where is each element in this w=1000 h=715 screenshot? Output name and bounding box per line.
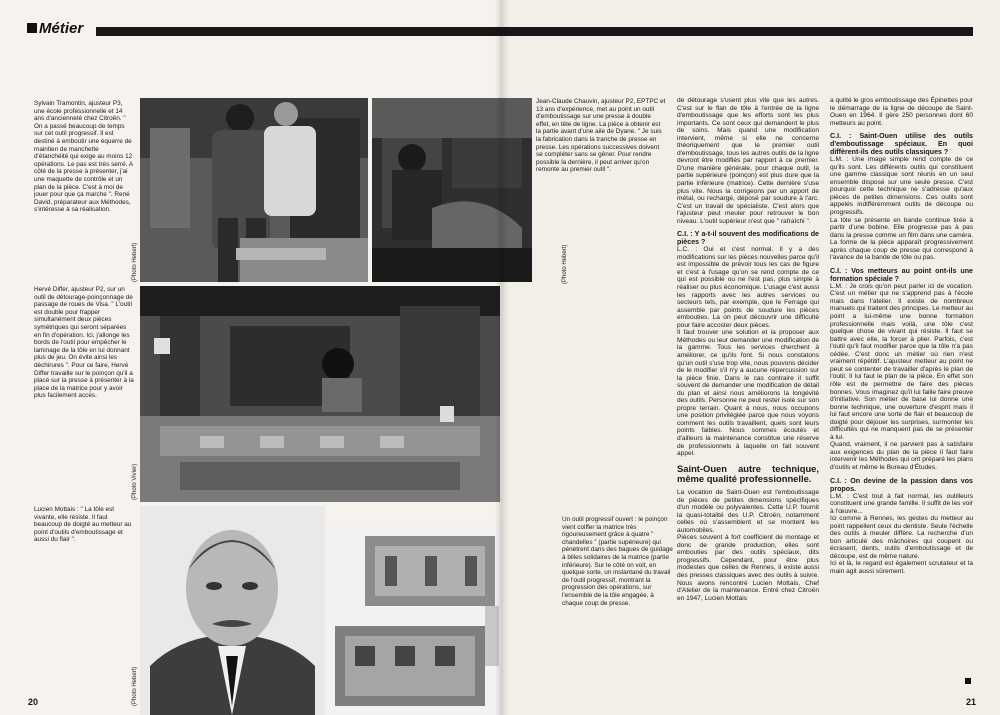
section-marker xyxy=(27,23,37,33)
photo-credit-3: (Photo Vivier) xyxy=(132,463,138,500)
paragraph: L.M. : Une image simple rend compte de ce qu'ils sont. Les différents outils qui constituent une gamme classique sont réunis en un seul ensemble disposé sur une seule presse. C'est pourquoi cette technique ne s'adresse qu'aux pièces de petites dimensions. Ces outils sont appelés indifféremment outils de découpe ou progressifs. xyxy=(830,156,973,217)
photo-tramontin-david xyxy=(140,98,368,282)
page-number-right: 21 xyxy=(966,697,977,707)
photo-progressive-tool xyxy=(325,526,510,715)
paragraph: L.M. : C'est tout à fait normal, les outilleurs constituent une grande famille. Il suffit de les voir à l'œuvre... xyxy=(830,492,973,515)
photo-mottais-image xyxy=(140,506,325,715)
paragraph: Pièces souvent à fort coefficient de montage et donc de grande production, elles sont embouties par des outils spéciaux, dits progressifs. Cependant, pour être plus modestes que celles de Rennes, il existe aussi des presses classiques avec des outils à suivre. Nous avons rencontré Lucien Mottais, Chef d'Atelier de la maintenance. Entré chez Citroën en 1947, Lucien Mottais xyxy=(677,534,819,602)
caption-tramontin: Sylvain Tramontin, ajusteur P3, une école professionnelle et 14 ans d'ancienneté chez Citroën. " On a passé beaucoup de temps sur cet outil progressif. Il est destiné à emboutir une équerre de maintien de manchette d'étanchéité qui exige au moins 12 opérations. Le pas est très serré. A côté de la presse à présenter, j'ai une maquette de contrôle et un plan de la pièce. C'est à moi de jouer pour que ça marche ". René David, préparateur aux Méthodes, s'intéresse à sa réalisation. xyxy=(34,100,133,214)
paragraph: de détourage s'usent plus vite que les autres. C'est sur le flan de tôle à l'entrée de la ligne d'emboutissage que les efforts sont les plus importants. Ce sont ceux qui demandent le plus de soins. Mais quand une modification intervient, même si elle ne concerne théoriquement que le premier outil d'emboutissage, tous les autres outils de la ligne devront être modifiés par rapport à ce premier. D'une manière générale, pour chaque outil, la partie supérieure (poinçon) est plus dure que la partie inférieure (matrice). Cette dernière s'use plus vite. Nous la corrigeons par un apport de métal, ou rechargé, déposé par soudure à l'arc. C'est un travail de spécialiste. C'est alors que l'ajusteur peut meuler pour retrouver le bon niveau. L'outil supérieur n'est que " rafraîchi ". xyxy=(677,97,819,225)
paragraph: Ici comme à Rennes, les gestes du metteur au point rappellent ceux du dentiste. Seule l'échelle des outils à meuler diffère. La recherche d'un bon articulé des mâchoires qui coupent ou écrasent, dents, outils d'emboutissage et de découpe, est de même nature. xyxy=(830,515,973,560)
caption-mottais: Lucien Mottais : " La tôle est vivante, elle résiste. Il faut beaucoup de doigté au metteur au point d'outils d'emboutissage et aussi du flair ". xyxy=(34,506,132,544)
question-3: C.I. : Vos metteurs au point ont-ils une formation spéciale ? xyxy=(830,266,973,283)
paragraph: Quand, vraiment, il ne parvient pas à satisfaire aux exigences du plan de la pièce il faut faire intervenir les Méthodes qui ont préparé les plans d'outils et même le Bureau d'Études. xyxy=(830,441,973,471)
spine-gutter xyxy=(495,0,509,715)
paragraph: Ici et là, le regard est également scrutateur et la main agit aussi sûrement. xyxy=(830,560,973,575)
caption-progressive-tool: Un outil progressif ouvert : le poinçon vient coiffer la matrice très rigoureusement grâce à quatre " chandelles " (partie supérieure) qui pénètrent dans des bagues de guidage à billes solidaires de la matrice (partie inférieure). Sur le côté on voit, en quelque sorte, un instantané du travail de l'outil progressif, montrant la progression des opérations, sur l'ensemble de la tôle engagée, à chaque coup de presse. xyxy=(562,516,673,607)
text-column-2 xyxy=(830,97,973,576)
paragraph: L.M. : Je crois qu'on peut parler ici de vocation. C'est un métier qui ne s'apprend pas à l'école mais dans l'atelier. Il existe de nombreux manuels qui traitent des principes. Le metteur au point a lui-même une bonne formation professionnelle mais voilà, une tôle c'est quelque chose de vivant qui résiste. Il faut se battre avec elle, la forcer à plier. Parfois, c'est l'outil qu'il faut modifier parce que la tôle n'a pas cédée. C'est donc un métier où rien n'est vraiment répétitif. L'ajusteur metteur au point ne peut se contenter de travailler d'après le plan de l'outil. Il lui faut le plan de la pièce. En effet son rôle est de permettre de faire des pièces bonnes. Vous imaginez qu'il lui faille faire preuve d'initiative. Son métier de base lui donne une bonne technique, une ouverture d'esprit mais il lui faut encore une sorte de flair et beaucoup de doigté pour déjouer les surprises, surmonter les difficultés qui ne manquent pas de se présenter à lui. xyxy=(830,282,973,441)
photo-credit-1: (Photo Hebert) xyxy=(132,242,138,282)
photo-credit-4: (Photo Hebert) xyxy=(132,666,138,706)
photo-differ-workshop xyxy=(140,286,500,502)
question-4: C.I. : On devine de la passion dans vos propos. xyxy=(830,476,973,493)
page-number-left: 20 xyxy=(28,697,39,707)
text-column-1 xyxy=(677,97,819,602)
end-mark xyxy=(965,678,971,684)
section-title: Métier xyxy=(39,20,84,37)
paragraph: La vocation de Saint-Ouen est l'emboutissage de pièces de petites dimensions spécifiques d'un modèle ou polyvalentes. Cette U.P. fournit la quasi-totalité des U.P. Citroën, notamment celles où s'assemblent et se montent les automobiles. xyxy=(677,489,819,534)
photo-tool-image xyxy=(325,526,510,715)
paragraph: a quitté le gros emboutissage des Épinettes pour le démarrage de la ligne de découpe de Saint-Ouen en 1964. Il gère 250 personnes dont 60 metteurs au point. xyxy=(830,97,973,127)
photo-tramontin-image xyxy=(140,98,368,282)
photo-differ-image xyxy=(140,286,500,502)
paragraph: La tôle se présente en bande continue tirée à partir d'une bobine. Elle progresse pas à pas dans la presse comme un film dans une caméra. La forme de la pièce apparaît progressivement après chaque coup de presse qui correspond à l'avance de la bande de tôle ou pas. xyxy=(830,216,973,262)
section-heading: Saint-Ouen autre technique, même qualité professionnelle. xyxy=(677,462,819,484)
header-rule-left xyxy=(96,27,500,36)
paragraph: L.C. : Oui et c'est normal. Il y a des modifications sur les pièces nouvelles parce qu'il est impossible de prévoir tous les cas de figure et c'est à l'usage qu'on se rend compte de ce qui est possible ou ne l'est pas, plus simple à réaliser ou plus économique. L'usage c'est aussi les rapports avec les autres services ou secteurs tels, par exemple, que le Ferrage qui assemble par points de soudure les pièces embouties. La on peut découvrir une difficulté pour faire accoster deux pièces. xyxy=(677,246,819,329)
photo-mottais-portrait xyxy=(140,506,325,715)
caption-chauvin: Jean-Claude Chauvin, ajusteur P2, EPTPC et 13 ans d'expérience, met au point un outil d'emboutissage sur une presse à double effet, en tête de ligne. La pièce à obtenir est la partie avant d'une aile de Dyane. " Je suis la fabrication dans la tranche de presse en presse. Les opérations successives doivent se compléter sans se gêner. Pour rendre possible la dernière, il peut arriver qu'on remonte au premier outil ". xyxy=(536,98,666,174)
question-1: C.I. : Y a-t-il souvent des modifications de pièces ? xyxy=(677,230,819,247)
caption-differ: Hervé Differ, ajusteur P2, sur un outil de détourage-poinçonnage de passage de roues de Visa. " L'outil est double pour frapper simultanément deux pièces symétriques qui seront séparées en fin d'opération. Ici, j'allonge les bords de l'outil pour empêcher le laminage de la tôle en lui donnant plus de jeu. On évite ainsi les déchirures ". Pour ce faire, Hervé Differ travaille sur le poinçon qu'il a placé sur la presse à présenter à la place de la matrice pour y avoir plus facilement accès. xyxy=(34,286,134,400)
photo-credit-2: (Photo Hebert) xyxy=(562,244,568,284)
question-2: C.I. : Saint-Ouen utilise des outils d'emboutissage spéciaux. En quoi diffèrent-ils des outils classiques ? xyxy=(830,132,973,157)
header-rule-right xyxy=(500,27,973,36)
right-page xyxy=(500,0,1000,715)
paragraph: Il faut trouver une solution et la proposer aux Méthodes ou leur demander une modification de la gamme. Tous les services cherchent à améliorer, ce qu'ils font. Si nous constatons qu'un outil s'use trop vite, nous pouvons décider de le modifier s'il n'y a aucune répercussion sur la pièce finie. Dans le cas contraire il suffit souvent de demander une modification de détail du plan et ainsi nous améliorons la longévité des outils. Personne ne peut rester isolé sur son propre terrain. Quant à nous, nous occupons une position privilégiée parce que nous voyons comment les outils travaillent, quels sont leurs points faibles. Nous sommes écoutés et d'ailleurs la maintenance constitue une réserve de professionnels à laquelle on fait souvent appel. xyxy=(677,329,819,458)
